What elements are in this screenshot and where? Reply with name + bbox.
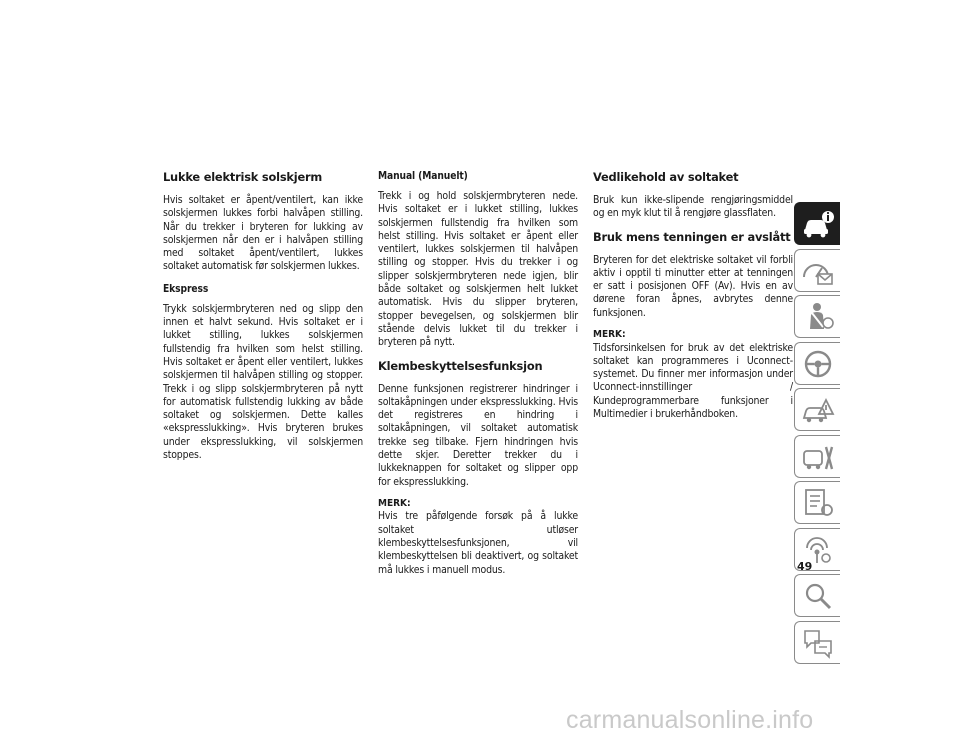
note-text: Hvis tre påfølgende forsøk på å lukke soltaket utløser klembeskyttelsesfunksjonen, vil klembeskyttelsen bli deaktivert, og soltaket må lukkes i manuell modus.	[378, 510, 578, 576]
note-label: MERK:	[593, 329, 626, 341]
paragraph-ignition-off: Bryteren for det elektriske soltaket vil forbli aktiv i opptil ti minutter etter at tenningen er satt i posisjonen OFF (Av). Hvis en av dørene foran åpnes, avbrytes denne funksjonen.	[593, 253, 793, 319]
seatbelt-safety-icon	[801, 301, 835, 333]
magnifier-index-icon	[801, 580, 835, 612]
chapter-tabs	[794, 202, 842, 667]
paragraph-express: Trykk solskjermbryteren ned og slipp den innen et halvt sekund. Hvis soltaket er i lukket stilling, lukkes solskjermen fullstendig fra hvilken som helst stilling. Hvis soltaket er åpent eller ventilert, lukkes solskjermen til halvåpen stilling og stopper. Trekk i og slipp solskjermbryteren på nytt for automatisk fullstendig lukking av både soltaket og solskjermen. Dette kalles «ekspresslukking». Hvis bryteren brukes under ekspresslukking, vil solskjermen stoppes.	[163, 302, 363, 462]
tab-vehicle-info[interactable]	[794, 202, 840, 245]
heading-express: Ekspress	[163, 283, 209, 295]
tab-index[interactable]	[794, 574, 840, 617]
heading-ignition-off: Bruk mens tenningen er avslått	[593, 229, 791, 244]
note-label: MERK:	[378, 497, 411, 509]
note-ignition	[593, 329, 793, 421]
language-icon	[801, 627, 835, 659]
paragraph-maintenance: Bruk kun ikke-slipende rengjøringsmiddel og en myk klut til å rengjøre glassflaten.	[593, 194, 793, 220]
watermark: carmanualsonline.info	[566, 706, 814, 734]
car-tools-icon	[801, 441, 835, 473]
column-1	[163, 170, 363, 471]
dashboard-message-icon	[801, 255, 835, 287]
steering-wheel-icon	[801, 348, 835, 380]
tab-technical-specs[interactable]	[794, 481, 840, 524]
paragraph-manual: Trekk i og hold solskjermbryteren nede. Hvis soltaket er i lukket stilling, lukkes solskjermen fullstendig fra hvilken som helst stilling. Hvis soltaket er åpent eller ventilert, lukkes solskjermen til halvåpen stilling og stopper. Hvis du trekker i og slipper solskjermbryteren nede igjen, blir både soltaket og solskjermen helt lukket automatisk. Hvis du slipper bryteren, stopper bevegelsen, og solskjermen blir stående delvis lukket til du trekker i bryteren på nytt.	[378, 190, 578, 349]
paragraph-pinch-protection: Denne funksjonen registrerer hindringer i soltakåpningen under ekspresslukking. Hvis det registreres en hindring i soltakåpningen, vil soltaket automatisk trekke seg tilbake. Fjern hindringen hvis dette skjer. Deretter trekker du i lukkeknappen for soltaket og slipper opp for ekspresslukking.	[378, 382, 578, 488]
heading-pinch-protection: Klembeskyttelsesfunksjon	[378, 358, 543, 373]
heading-close-sunshade: Lukke elektrisk solskjerm	[163, 170, 323, 184]
paragraph-close-sunshade: Hvis soltaket er åpent/ventilert, kan ikke solskjermen lukkes forbi halvåpen stilling. Når du trekker i bryteren for lukking av solskjermen når den er i halvåpen stilling med soltaket åpent/ventilert, lukkes soltaket automatisk før solskjermen lukkes.	[163, 194, 363, 273]
tab-starting-driving[interactable]	[794, 342, 840, 385]
page-number: 49	[797, 560, 813, 573]
note-pinch	[378, 498, 578, 577]
car-hazard-icon	[801, 394, 835, 426]
note-text: Tidsforsinkelsen for bruk av det elektriske soltaket kan programmeres i Uconnect-systemet. Du finner mer informasjon under Uconnect-innstillinger / Kundeprogrammerbare funksjoner i Multimedier i brukerhåndboken.	[593, 341, 793, 421]
tab-dashboard[interactable]	[794, 249, 840, 292]
tab-servicing[interactable]	[794, 435, 840, 478]
tab-safety[interactable]	[794, 295, 840, 338]
car-info-icon	[801, 208, 835, 240]
tab-languages[interactable]	[794, 621, 840, 664]
specs-list-icon	[801, 487, 835, 519]
heading-maintenance: Vedlikehold av soltaket	[593, 170, 739, 184]
column-2	[378, 170, 578, 586]
tab-emergency[interactable]	[794, 388, 840, 431]
column-3	[593, 170, 793, 430]
heading-manual: Manual (Manuelt)	[378, 171, 468, 182]
